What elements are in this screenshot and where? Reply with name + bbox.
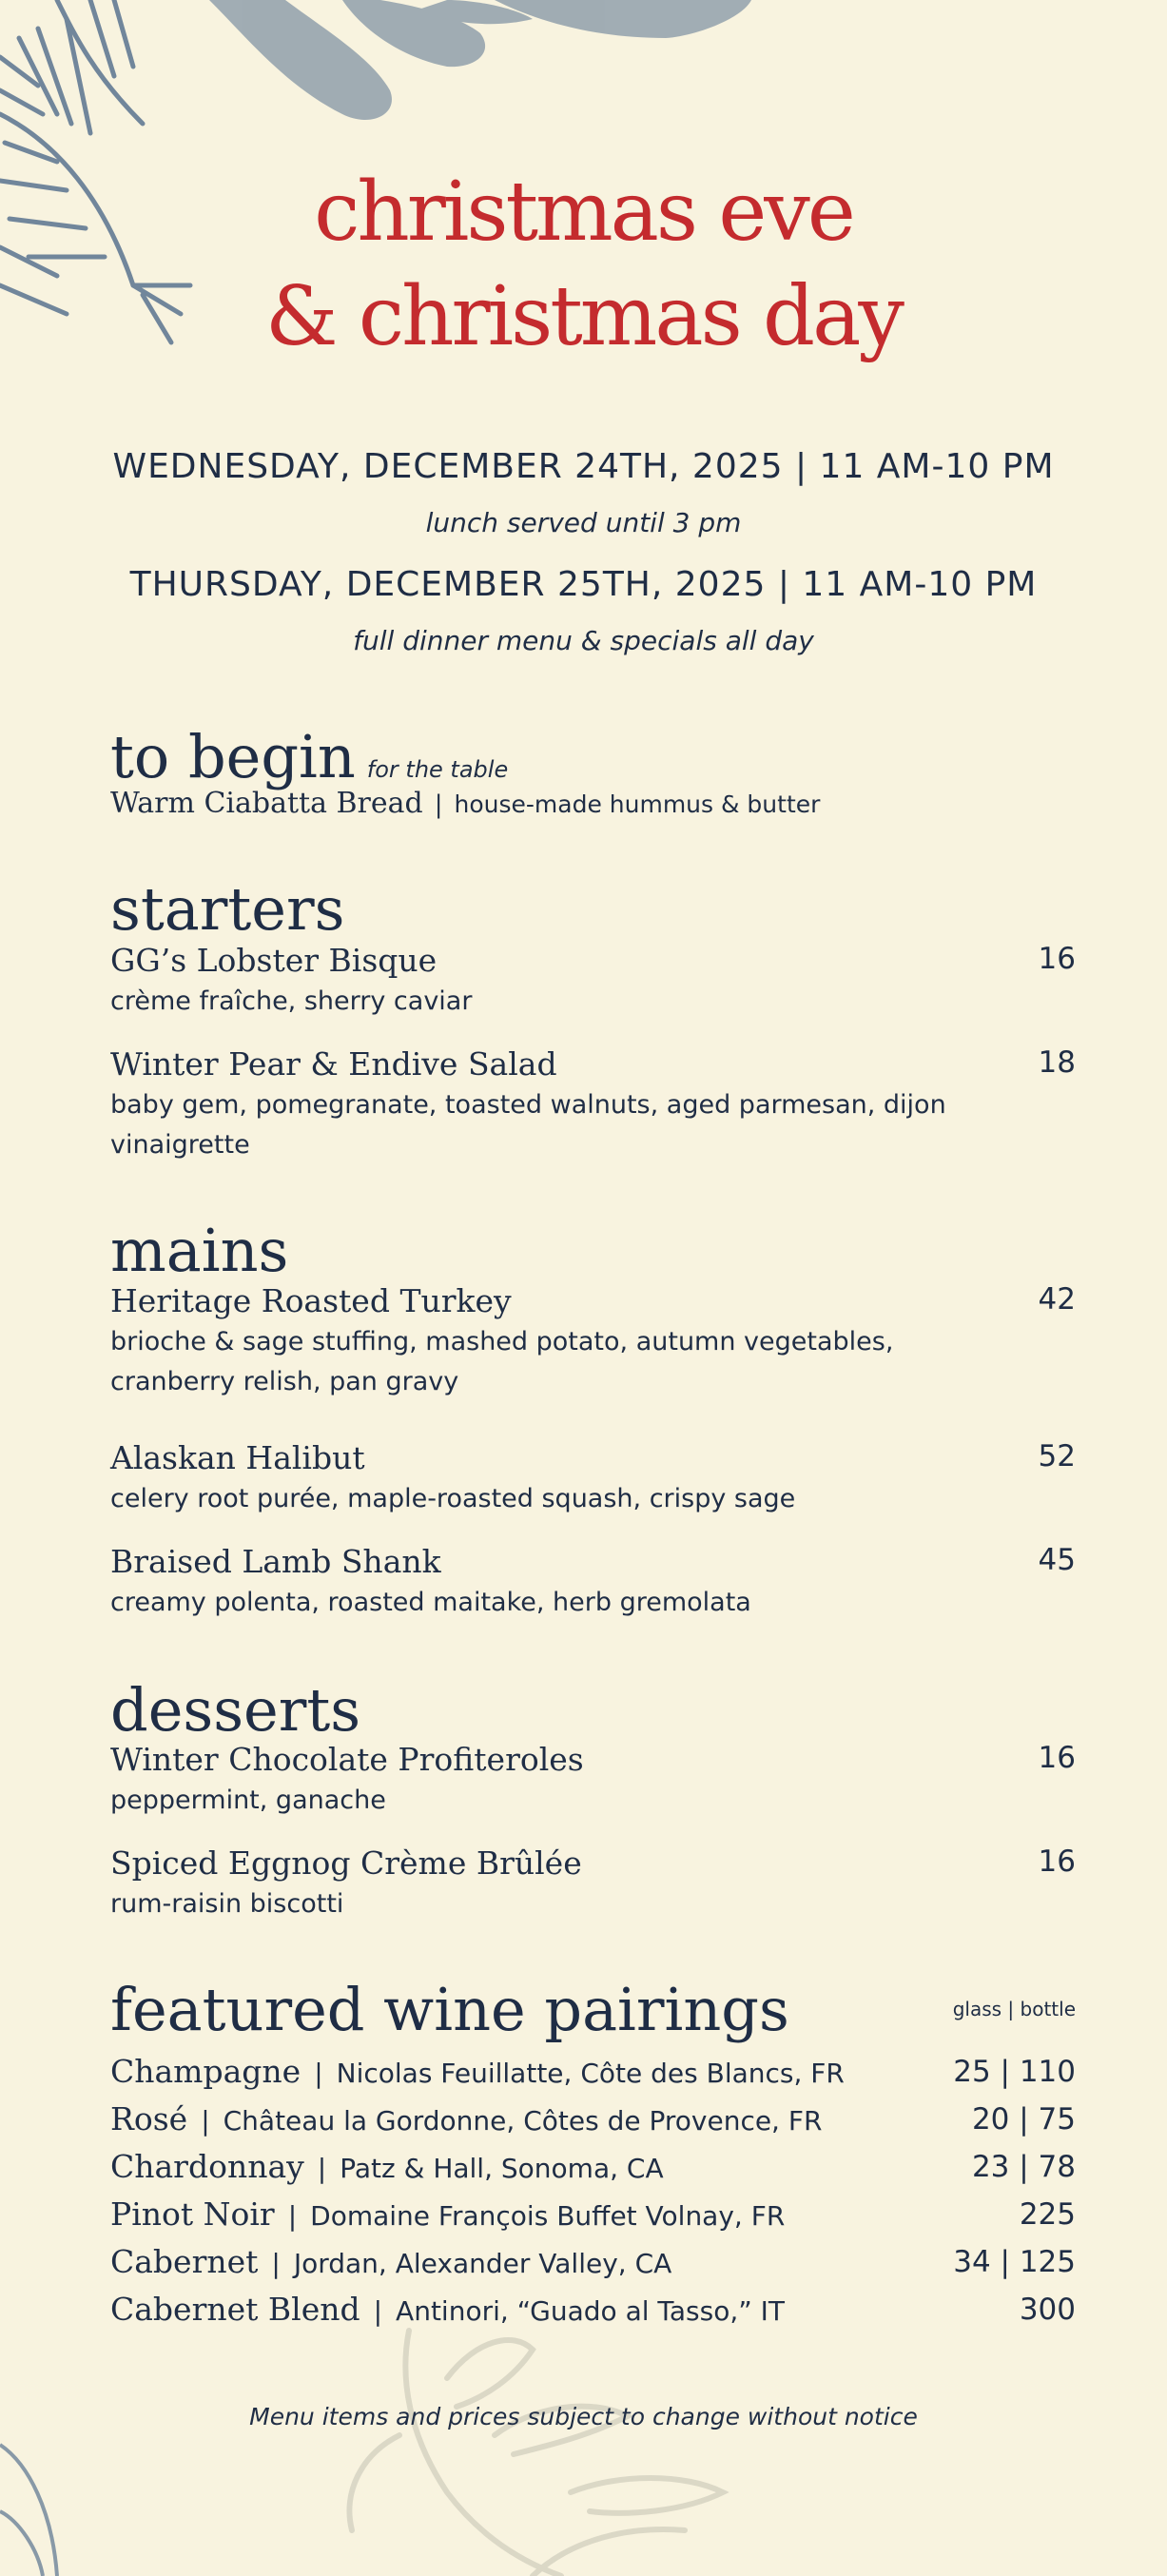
wine-separator: | [317, 2153, 327, 2184]
wine-separator: | [314, 2058, 323, 2089]
to-begin-note: for the table [366, 756, 509, 783]
wine-varietal: Chardonnay [110, 2148, 304, 2185]
wine-row [110, 2100, 822, 2137]
starter-item-name: Winter Pear & Endive Salad [110, 1045, 557, 1083]
mains-heading: mains [110, 1216, 289, 1285]
to-begin-title: to begin [110, 722, 356, 791]
main-item-price: 52 [1038, 1439, 1076, 1473]
schedule-day-2-note: full dinner menu & specials all day [353, 625, 814, 656]
wine-row [110, 2053, 845, 2090]
to-begin-item-desc: house-made hummus & butter [454, 790, 821, 818]
wine-price: 23 | 78 [971, 2150, 1076, 2184]
wine-varietal: Champagne [110, 2053, 301, 2090]
wine-price: 300 [1019, 2293, 1076, 2327]
schedule-day-1-note: lunch served until 3 pm [425, 507, 742, 538]
schedule-day-1: WEDNESDAY, DECEMBER 24TH, 2025 | 11 AM-10 PM [112, 447, 1055, 486]
to-begin-item-name: Warm Ciabatta Bread [110, 787, 423, 820]
wine-heading: featured wine pairings [110, 1975, 789, 2044]
schedule-day-2: THURSDAY, DECEMBER 25TH, 2025 | 11 AM-10 PM [129, 565, 1038, 604]
main-item-name: Braised Lamb Shank [110, 1543, 441, 1580]
wine-producer: Patz & Hall, Sonoma, CA [340, 2153, 664, 2184]
wine-price: 20 | 75 [971, 2102, 1076, 2137]
wine-separator: | [201, 2105, 210, 2137]
menu-title-line-2: & christmas day [265, 269, 902, 364]
starter-item-price: 18 [1038, 1045, 1076, 1080]
wine-separator: | [287, 2200, 298, 2232]
wine-varietal: Cabernet [110, 2243, 259, 2280]
wine-varietal: Pinot Noir [110, 2195, 275, 2233]
wine-producer: Jordan, Alexander Valley, CA [293, 2248, 672, 2279]
dessert-item-name: Winter Chocolate Profiteroles [110, 1741, 584, 1778]
main-item-desc: creamy polenta, roasted maitake, herb gremolata [110, 1588, 751, 1617]
wine-producer: Nicolas Feuillatte, Côte des Blancs, FR [336, 2058, 845, 2089]
wine-row [110, 2195, 785, 2233]
wine-producer: Antinori, “Guado al Tasso,” IT [396, 2295, 786, 2327]
starter-item-desc: crème fraîche, sherry caviar [110, 986, 473, 1016]
dessert-item-name: Spiced Eggnog Crème Brûlée [110, 1844, 582, 1882]
to-begin-item-separator: | [434, 790, 443, 819]
starter-item-desc: baby gem, pomegranate, toasted walnuts, aged parmesan, dijon vinaigrette [110, 1090, 946, 1160]
menu-title-line-1: christmas eve [314, 165, 853, 260]
dessert-item-desc: rum-raisin biscotti [110, 1889, 344, 1919]
main-item-price: 42 [1038, 1282, 1076, 1317]
wine-price: 25 | 110 [953, 2055, 1076, 2089]
wine-price-note: glass | bottle [952, 1998, 1076, 2020]
wine-price: 225 [1019, 2197, 1076, 2232]
wine-varietal: Cabernet Blend [110, 2291, 360, 2328]
starter-item-price: 16 [1038, 942, 1076, 976]
wine-producer: Château la Gordonne, Côtes de Provence, FR [223, 2105, 823, 2137]
main-item-price: 45 [1038, 1543, 1076, 1577]
wine-producer: Domaine François Buffet Volnay, FR [310, 2200, 786, 2232]
starter-item-name: GG’s Lobster Bisque [110, 942, 438, 979]
to-begin-heading [110, 722, 509, 791]
wine-varietal: Rosé [110, 2100, 188, 2137]
to-begin-item [110, 787, 820, 820]
menu-disclaimer: Menu items and prices subject to change without notice [249, 2403, 918, 2430]
starters-heading: starters [110, 874, 345, 944]
desserts-heading: desserts [110, 1675, 361, 1745]
dessert-item-desc: peppermint, ganache [110, 1786, 386, 1815]
wine-row [110, 2243, 671, 2280]
wine-separator: | [271, 2248, 281, 2279]
wine-separator: | [373, 2295, 383, 2327]
main-item-desc: brioche & sage stuffing, mashed potato, autumn vegetables, cranberry relish, pan gravy [110, 1327, 894, 1396]
dessert-item-price: 16 [1038, 1741, 1076, 1775]
wine-row [110, 2291, 785, 2328]
main-item-name: Heritage Roasted Turkey [110, 1282, 512, 1319]
main-item-desc: celery root purée, maple-roasted squash, crispy sage [110, 1484, 796, 1513]
wine-price: 34 | 125 [953, 2245, 1076, 2279]
main-item-name: Alaskan Halibut [110, 1439, 365, 1476]
wine-row [110, 2148, 664, 2185]
dessert-item-price: 16 [1038, 1844, 1076, 1879]
